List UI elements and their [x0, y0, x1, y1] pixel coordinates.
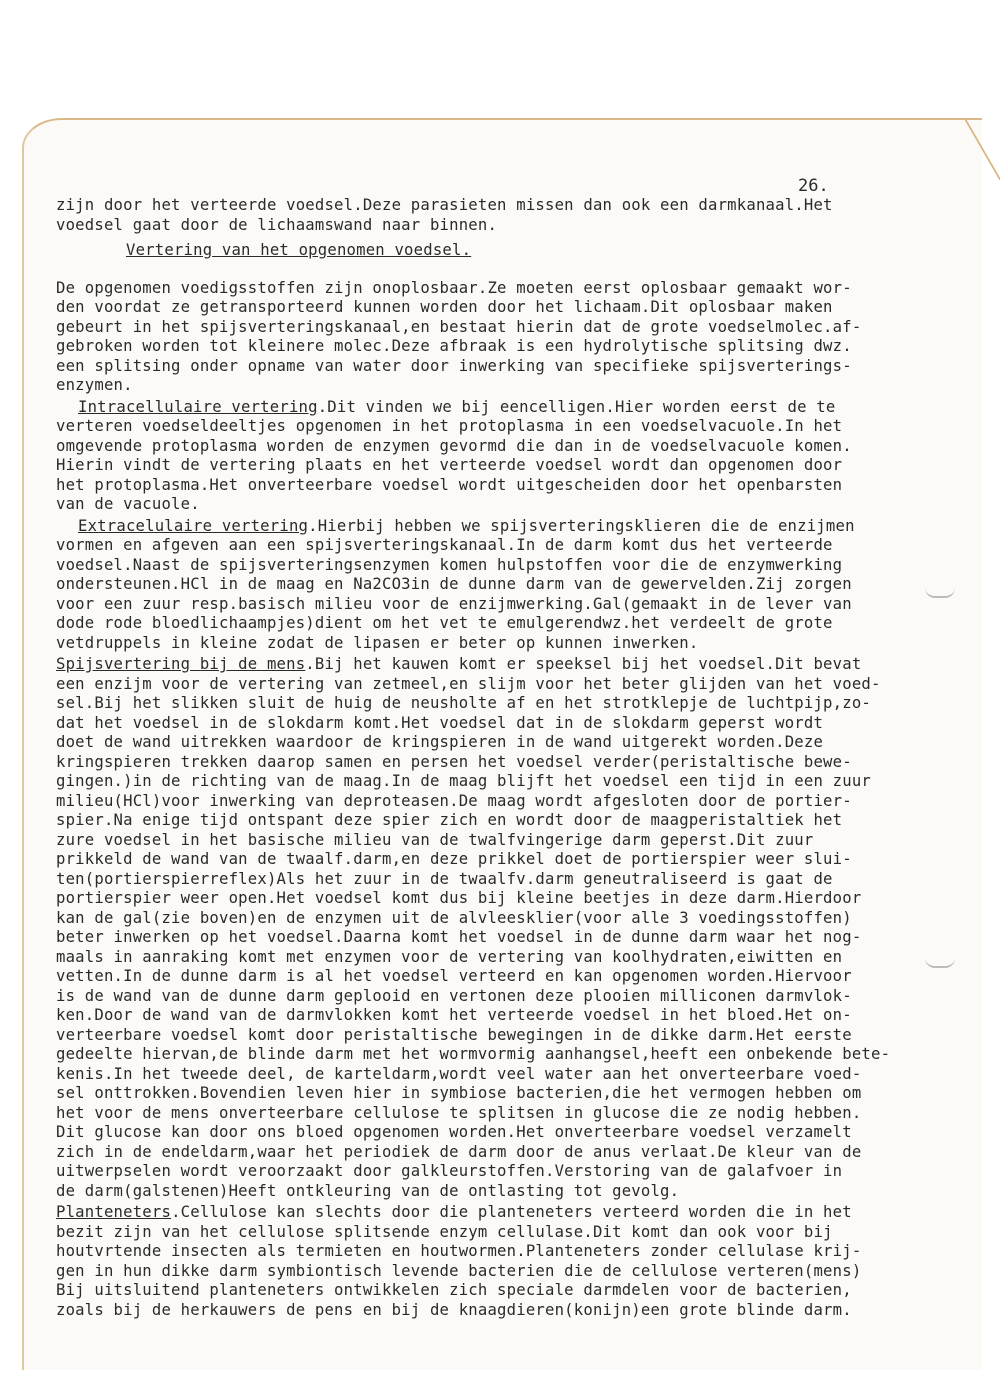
- human-title: Spijsvertering bij de mens: [56, 655, 306, 673]
- page-number: 26.: [798, 176, 829, 196]
- extracellular-title: Extracelulaire vertering: [78, 516, 309, 535]
- extracellular-text: .Hierbij hebben we spijsverteringsklieren die de enzijmen vormen en afgeven aan een spijsverteringskanaal.In de darm komt dus het verteerde voedsel.Naast de spijsverteringsenzymen komen hulpstoffen voor die de enzymwerking ondersteunen.HCl in de maag en Na2CO3in de dunne darm van de gewervelden.Zij zorgen voor een zuur resp.basisch milieu voor de enzijmwerking.Gal(gemaakt in de lever van dode rode bloedlichaampjes)dient om het vet te emulgerendwz.het verdeelt de grote vetdruppels in kleine zodat de lipasen er beter op kunnen inwerken.: [56, 516, 855, 652]
- intro-paragraph: zijn door het verteerde voedsel.Deze parasieten missen dan ook een darmkanaal.Het voedsel gaat door de lichaamswand naar binnen.: [56, 196, 833, 234]
- paragraph-digestion: De opgenomen voedigsstoffen zijn onoplosbaar.Ze moeten eerst oplosbaar gemaakt wor- den voordat ze getransporteerd kunnen worden door het lichaam.Dit oplosbaar maken gebeurt in het spijsverteringskanaal,en bestaat hierin dat de grote voedselmolec.af- gebroken worden tot kleinere molec.Deze afbraak is een hydrolytische splitsing dwz. een splitsing onder opname van water door inwerking van specifieke spijsverterings- enzymen.: [56, 278, 862, 394]
- herbivores-title: Planteneters: [56, 1203, 172, 1221]
- intracellular-text: .Dit vinden we bij eencelligen.Hier worden eerst de te verteren voedseldeeltjes opgenomen in het protoplasma in een voedselvacuole.In het omgevende protoplasma worden de enzymen gevormd die dan in de voedselvacuole komen. Hierin vindt de vertering plaats en het verteerde voedsel wordt dan opgenomen door het protoplasma.Het onverteerbare voedsel wordt uitgescheiden door het openbarsten van de vacuole.: [56, 397, 852, 513]
- herbivores-text: .Cellulose kan slechts door die planteneters verteerd worden die in het bezit zijn van het cellulose splitsende enzym cellulase.Dit komt dan ook voor bij houtvrtende insecten als termieten en houtwormen.Planteneters zonder cellulase krij- gen in hun dikke darm symbiontisch levende bacterien die de cellulose verteren(mens) Bij uitsluitend planteneters ontwikkelen zich speciale darmdelen voor de bacterien, zoals bij de herkauwers de pens en bij de knaagdieren(konijn)een grote blinde darm.: [56, 1203, 862, 1319]
- intracellular-title: Intracellulaire vertering: [78, 397, 318, 416]
- paragraph-intracellular: [56, 398, 906, 515]
- section-heading: Vertering van het opgenomen voedsel.: [126, 241, 472, 259]
- human-text: .Bij het kauwen komt er speeksel bij het voedsel.Dit bevat een enzijm voor de vertering van zetmeel,en slijm voor het beter glijden van het voed- sel.Bij het slikken sluit de huig de neusholte af en het strotklepje de luchtpijp,zo- dat het voedsel in de slokdarm komt.Het voedsel dat in de slokdarm geperst wordt doet de wand uitrekken waardoor de kringspieren in de wand uitgerekt worden.Deze kringspieren trekken daarop samen en persen het voedsel verder(peristaltische bewe- gingen.)in de richting van de maag.In de maag blijft het voedsel een tijd in een zuur milieu(HCl)voor inwerking van deproteasen.De maag wordt afgesloten door de portier- spier.Na enige tijd ontspant deze spier zich en wordt door de maagperistaltiek het zure voedsel in het basische milieu van de twalfvingerige darm geperst.Dit zuur prikkeld de wand van de twaalf.darm,en deze prikkel doet de portierspier weer slui- ten(portierspierreflex)Als het zuur in de twaalfv.darm geneutraliseerd is gaat de portierspier weer open.Het voedsel komt dus bij kleine beetjes in deze darm.Hierdoor kan de gal(zie boven)en de enzymen uit de alvleesklier(voor alle 3 voedingsstoffen) beter inwerken op het voedsel.Daarna komt het voedsel in de dunne darm waar het nog- maals in aanraking komt met enzymen voor de vertering van koolhydraten,eiwitten en vetten.In de dunne darm is al het voedsel verteerd en kan opgenomen worden.Hiervoor is de wand van de dunne darm geplooid en vertonen deze plooien milliconen darmvlok- ken.Door de wand van de darmvlokken komt het verteerde voedsel in het bloed.Het on- verteerbare voedsel komt door peristaltische bewegingen in de dikke darm.Het eerste gedeelte hiervan,de blinde darm met het wormvormig aanhangsel,heeft een onbekende bete- kenis.In het tweede deel, de karteldarm,wordt veel water aan het onverteerbare voed- sel onttrokken.Bovendien leven hier in symbiose bacterien,die het vermogen hebben om het voor de mens onverteerbare cellulose te splitsen in glucose die ze nodig hebben. Dit glucose kan door ons bloed opgenomen worden.Het onverteerbare voedsel verzamelt zich in de endeldarm,waar het periodiek de darm door de anus verlaat.De kleur van de uitwerpselen wordt veroorzaakt door galkleurstoffen.Verstoring van de galafvoer in de darm(galstenen)Heeft ontkleuring van de ontlasting tot gevolg.: [56, 655, 891, 1200]
- paragraph-herbivores: [56, 1203, 906, 1320]
- paragraph-human: [56, 655, 906, 1201]
- paragraph-extracellular: [56, 517, 906, 654]
- document-body: [56, 196, 906, 1322]
